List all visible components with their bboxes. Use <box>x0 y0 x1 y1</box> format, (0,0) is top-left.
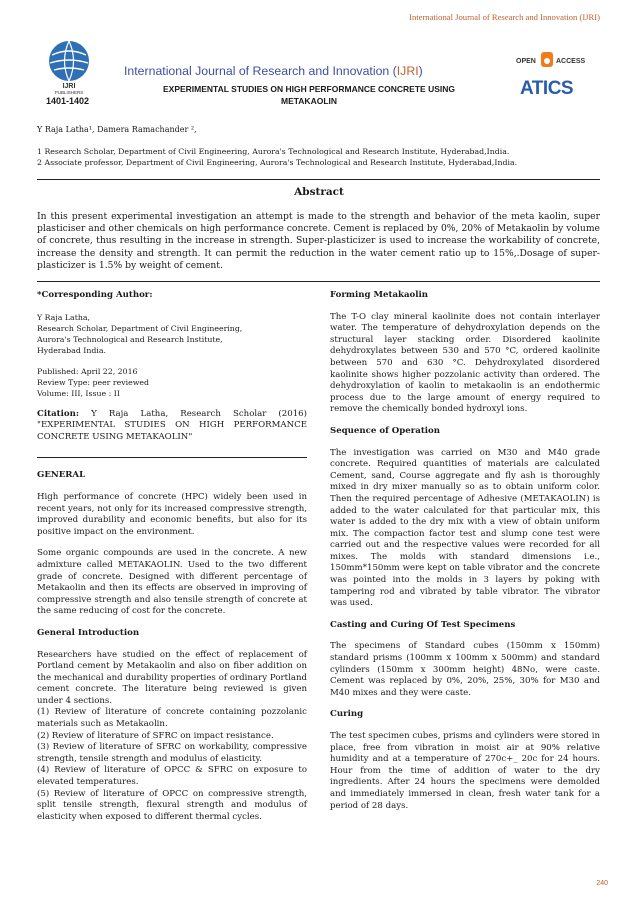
published-date: Published: April 22, 2016 <box>37 366 138 376</box>
abstract-text: In this present experimental investigation an attempt is made to the strength and behavior of the meta kaolin, super plasticiser and other chemicals on high performance concrete. Cement is replaced by 0%, 20% of Metakaolin by volume of concrete, thus resulting in the increase in strength. Super-plasticizer is used to increase the workability of concrete, increase the density and strength. It can permit the reduction in the water cement ratio up to 15%,.Dosage of super-plasticizer is 1.5% by weight of cement. <box>37 211 600 271</box>
paragraph: High performance of concrete (HPC) widely been used in recent years, not only for its increased compressive strength, improved durability and economic benefits, but also for its positive impact on the environment. <box>37 491 307 537</box>
list-item: (1) Review of literature of concrete containing pozzolanic materials such as Metakaolin. <box>37 707 307 730</box>
svg-text:ACCESS: ACCESS <box>556 58 586 65</box>
affiliation-2: 2 Associate professor, Department of Civil Engineering, Aurora's Technological and Research Institute, Hyderabad,India. <box>37 158 518 167</box>
divider <box>37 179 600 180</box>
general-heading: GENERAL <box>37 470 86 481</box>
citation: Citation: Y Raja Latha, Research Scholar (2016) "EXPERIMENTAL STUDIES ON HIGH PERFORMANCE CONCRETE USING METAKAOLIN" <box>37 408 307 442</box>
corresponding-author-heading: *Corresponding Author: <box>37 290 153 300</box>
issn-number: 1401-1402 <box>46 96 90 106</box>
journal-title: International Journal of Research and Innovation (IJRI) <box>124 64 423 78</box>
paragraph: Some organic compounds are used in the concrete. A new admixture called METAKAOLIN. Used to the two different grade of concrete. Designed with different percentage of Metakaolin and then its effects are observed in improving of compressive strength and also tensile strength of concrete at the same reducing of cost for the concrete. <box>37 548 307 617</box>
volume-issue: Volume: III, Issue : II <box>37 388 120 398</box>
review-type: Review Type: peer reviewed <box>37 377 150 387</box>
author-list: Y Raja Latha¹, Damera Ramachander ², <box>37 125 197 134</box>
atics-logo: ATICS <box>520 78 574 99</box>
curing-heading: Curing <box>330 709 364 720</box>
paper-title: EXPERIMENTAL STUDIES ON HIGH PERFORMANCE CONCRETE USING METAKAOLIN <box>162 84 455 106</box>
left-column <box>37 290 307 823</box>
paragraph: The specimens of Standard cubes (150mm x 150mm) standard prisms (100mm x 100mm x 500mm) and standard cylinders (150mm x 300mm height) 48No, were caste. Cement was replaced by 0%, 20%, 25%, 30% for M30 and M40 mixes and they were caste. <box>330 641 600 698</box>
list-item: (3) Review of literature of SFRC on workability, compressive strength, tensile strength and modulus of elasticity. <box>37 742 307 764</box>
casting-heading: Casting and Curing Of Test Specimens <box>330 619 516 630</box>
svg-text:OPEN: OPEN <box>516 58 536 65</box>
general-introduction-heading: General Introduction <box>37 627 140 638</box>
corr-line: Aurora's Technological and Research Institute, <box>37 334 223 344</box>
paragraph: Researchers have studied on the effect of replacement of Portland cement by Metakaolin and also on fiber addition on the mechanical and durability properties of ordinary Portland cement concrete. The literature being reviewed is given under 4 sections. <box>37 649 307 706</box>
running-header: International Journal of Research and Innovation (IJRI) <box>409 12 600 22</box>
forming-metakaolin-heading: Forming Metakaolin <box>330 290 429 300</box>
corr-name: Y Raja Latha, <box>37 312 90 322</box>
paragraph: The T-O clay mineral kaolinite does not contain interlayer water. The temperature of dehydroxylation depends on the structural layer stacking order. Disordered kaolinite dehydroxylates between 530 and 570 °C, ordered kaolinite between 570 and 630 °C. Dehydroxylated disordered kaolinite shows higher pozzolanic activity than ordered. The dehydroxylation of kaolin to metakaolin is an endothermic process due to the large amount of energy required to remove the chemically bonded hydroxyl ions. <box>330 311 600 415</box>
paragraph: The investigation was carried on M30 and M40 grade concrete. Required quantities of materials are calculated Cement, sand, Course aggregate and fly ash is thoroughly mixed in dry mixer manually so as to obtain uniform color. Then the required percentage of Adhesive (METAKAOLIN) is added to the water calculated for that particular mix, this water is added to the dry mix with a view of obtain uniform mix. The compaction factor test and slump cone test were carried out and the respective values were recorded for all mixes. The molds with standard dimensions i.e., 150mm*150mm were kept on table vibrator and the concrete was pointed into the molds in 3 layers by poking with tampering rod and vibrated by table vibrator. The vibrator was used. <box>330 447 600 609</box>
sequence-heading: Sequence of Operation <box>330 425 441 436</box>
right-column <box>330 290 600 812</box>
abstract-heading: Abstract <box>294 186 344 198</box>
open-access-logo <box>516 50 606 70</box>
page-number: 240 <box>596 880 608 887</box>
list-item: (2) Review of literature of SFRC on impact resistance. <box>37 730 274 741</box>
logo-text: IJRI <box>62 83 76 90</box>
affiliation-1: 1 Research Scholar, Department of Civil Engineering, Aurora's Technological and Research Institute, Hyderabad,India. <box>37 147 510 156</box>
list-item: (5) Review of literature of OPCC on compressive strength, split tensile strength, flexural strength and modulus of elasticity when exposed to different thermal cycles. <box>37 788 307 822</box>
corr-line: Research Scholar, Department of Civil Engineering, <box>37 323 243 333</box>
corr-line: Hyderabad India. <box>37 345 107 355</box>
divider <box>37 281 600 282</box>
paragraph: The test specimen cubes, prisms and cylinders were stored in place, free from vibration in moist air at 90% relative humidity and at a temperature of 270c+_ 20c for 24 hours. Hour from the time of addition of water to the dry ingredients. After 24 hours the specimens were demolded and immediately immersed in clean, fresh water tank for a period of 28 days. <box>330 731 600 811</box>
list-item: (4) Review of literature of OPCC & SFRC on exposure to elevated temperatures. <box>37 765 307 788</box>
ijri-globe-logo <box>40 37 98 95</box>
divider <box>37 457 307 458</box>
logo-subtext: PUBLISHERS <box>54 90 84 95</box>
